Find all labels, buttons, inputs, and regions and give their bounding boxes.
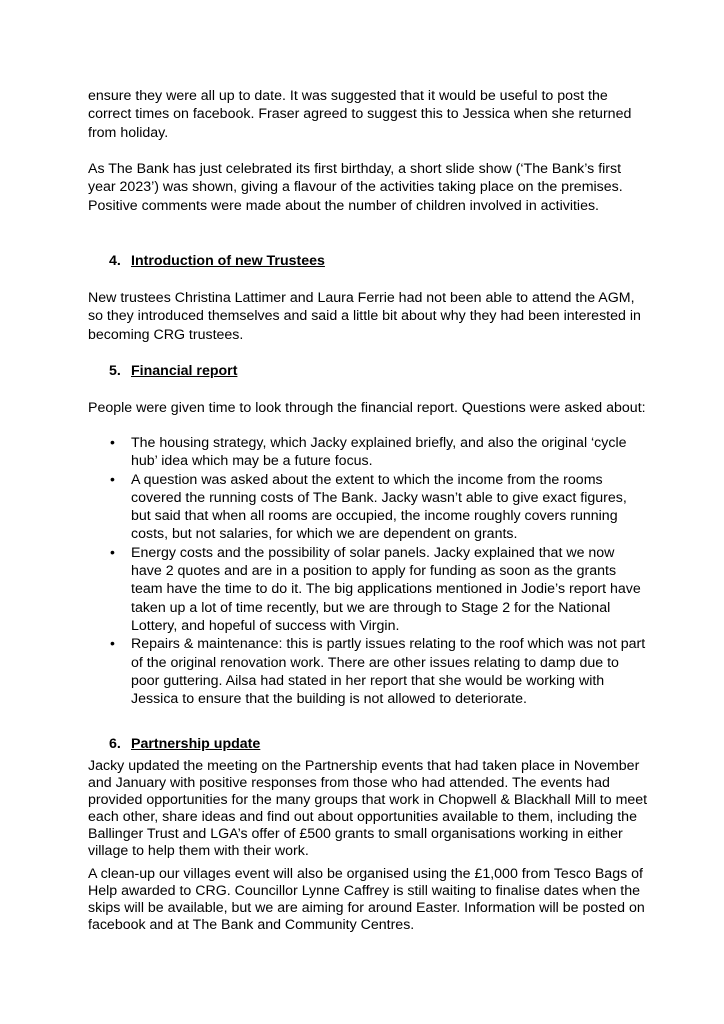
paragraph-partnership: Jacky updated the meeting on the Partnership events that had taken place in November and January with positive responses from those who had attended. The events had provided opportunities for the many groups that work in Chopwell & Blackhall Mill to meet each other, share ideas and find out about opportunities available to them, including the Ballinger Trust and LGA’s offer of £500 grants to small organisations working in either village to help them with their work. bbox=[88, 758, 648, 860]
paragraph-opening: ensure they were all up to date. It was suggested that it would be useful to post the correct times on facebook. Fraser agreed to suggest this to Jessica when she returned from holiday. bbox=[88, 88, 632, 141]
heading-title: Partnership update bbox=[131, 736, 261, 752]
list-item bbox=[88, 544, 648, 635]
list-item bbox=[88, 471, 648, 544]
paragraph-birthday: As The Bank has just celebrated its first birthday, a short slide show (‘The Bank’s first year 2023’) was shown, giving a flavour of the activities taking place on the premises. Positive comments were made about the number of children involved in activities. bbox=[88, 161, 623, 214]
heading-number: 5. bbox=[109, 363, 121, 379]
list-item-text: A question was asked about the extent to which the income from the rooms covered the running costs of The Bank. Jacky wasn’t able to give exact figures, but said that when all rooms are occupied, the income roughly covers running costs, but not salaries, for which we are dependent on grants. bbox=[131, 471, 627, 543]
heading-title: Introduction of new Trustees bbox=[131, 253, 325, 269]
heading-number: 4. bbox=[109, 253, 121, 269]
bullet-symbol: • bbox=[110, 434, 115, 450]
paragraph-cleanup: A clean-up our villages event will also be organised using the £1,000 from Tesco Bags of Help awarded to CRG. Councillor Lynne Caffrey is still waiting to finalise dates when the skips will be available, but we are aiming for around Easter. Information will be posted on facebook and at The Bank and Community Centres. bbox=[88, 866, 645, 934]
financial-questions-list bbox=[88, 434, 648, 708]
heading-introduction-new-trustees bbox=[109, 252, 325, 270]
list-item-text: Energy costs and the possibility of solar panels. Jacky explained that we now have 2 quotes and are in a position to apply for funding as soon as the grants team have the time to do it. The big applications mentioned in Jodie’s report have taken up a lot of time recently, but we are through to Stage 2 for the National Lottery, and hopeful of success with Virgin. bbox=[131, 544, 641, 634]
bullet-symbol: • bbox=[110, 543, 115, 560]
paragraph-financial-intro: People were given time to look through the financial report. Questions were asked about: bbox=[88, 400, 646, 416]
list-item bbox=[88, 434, 648, 471]
list-item-text: The housing strategy, which Jacky explained briefly, and also the original ‘cycle hub’ idea which may be a future focus. bbox=[131, 435, 627, 470]
heading-partnership-update bbox=[109, 735, 260, 753]
list-item bbox=[88, 635, 648, 708]
paragraph-trustees: New trustees Christina Lattimer and Laura Ferrie had not been able to attend the AGM, so they introduced themselves and said a little bit about why they had been interested in becoming CRG trustees. bbox=[88, 290, 641, 343]
bullet-symbol: • bbox=[110, 635, 115, 652]
heading-financial-report bbox=[109, 362, 237, 380]
heading-number: 6. bbox=[109, 736, 121, 752]
heading-title: Financial report bbox=[131, 363, 238, 379]
bullet-symbol: • bbox=[110, 470, 115, 487]
list-item-text: Repairs & maintenance: this is partly issues relating to the roof which was not part of the original renovation work. There are other issues relating to damp due to poor guttering. Ailsa had stated in her report that she would be working with Jessica to ensure that the building is not allowed to deteriorate. bbox=[131, 636, 646, 708]
